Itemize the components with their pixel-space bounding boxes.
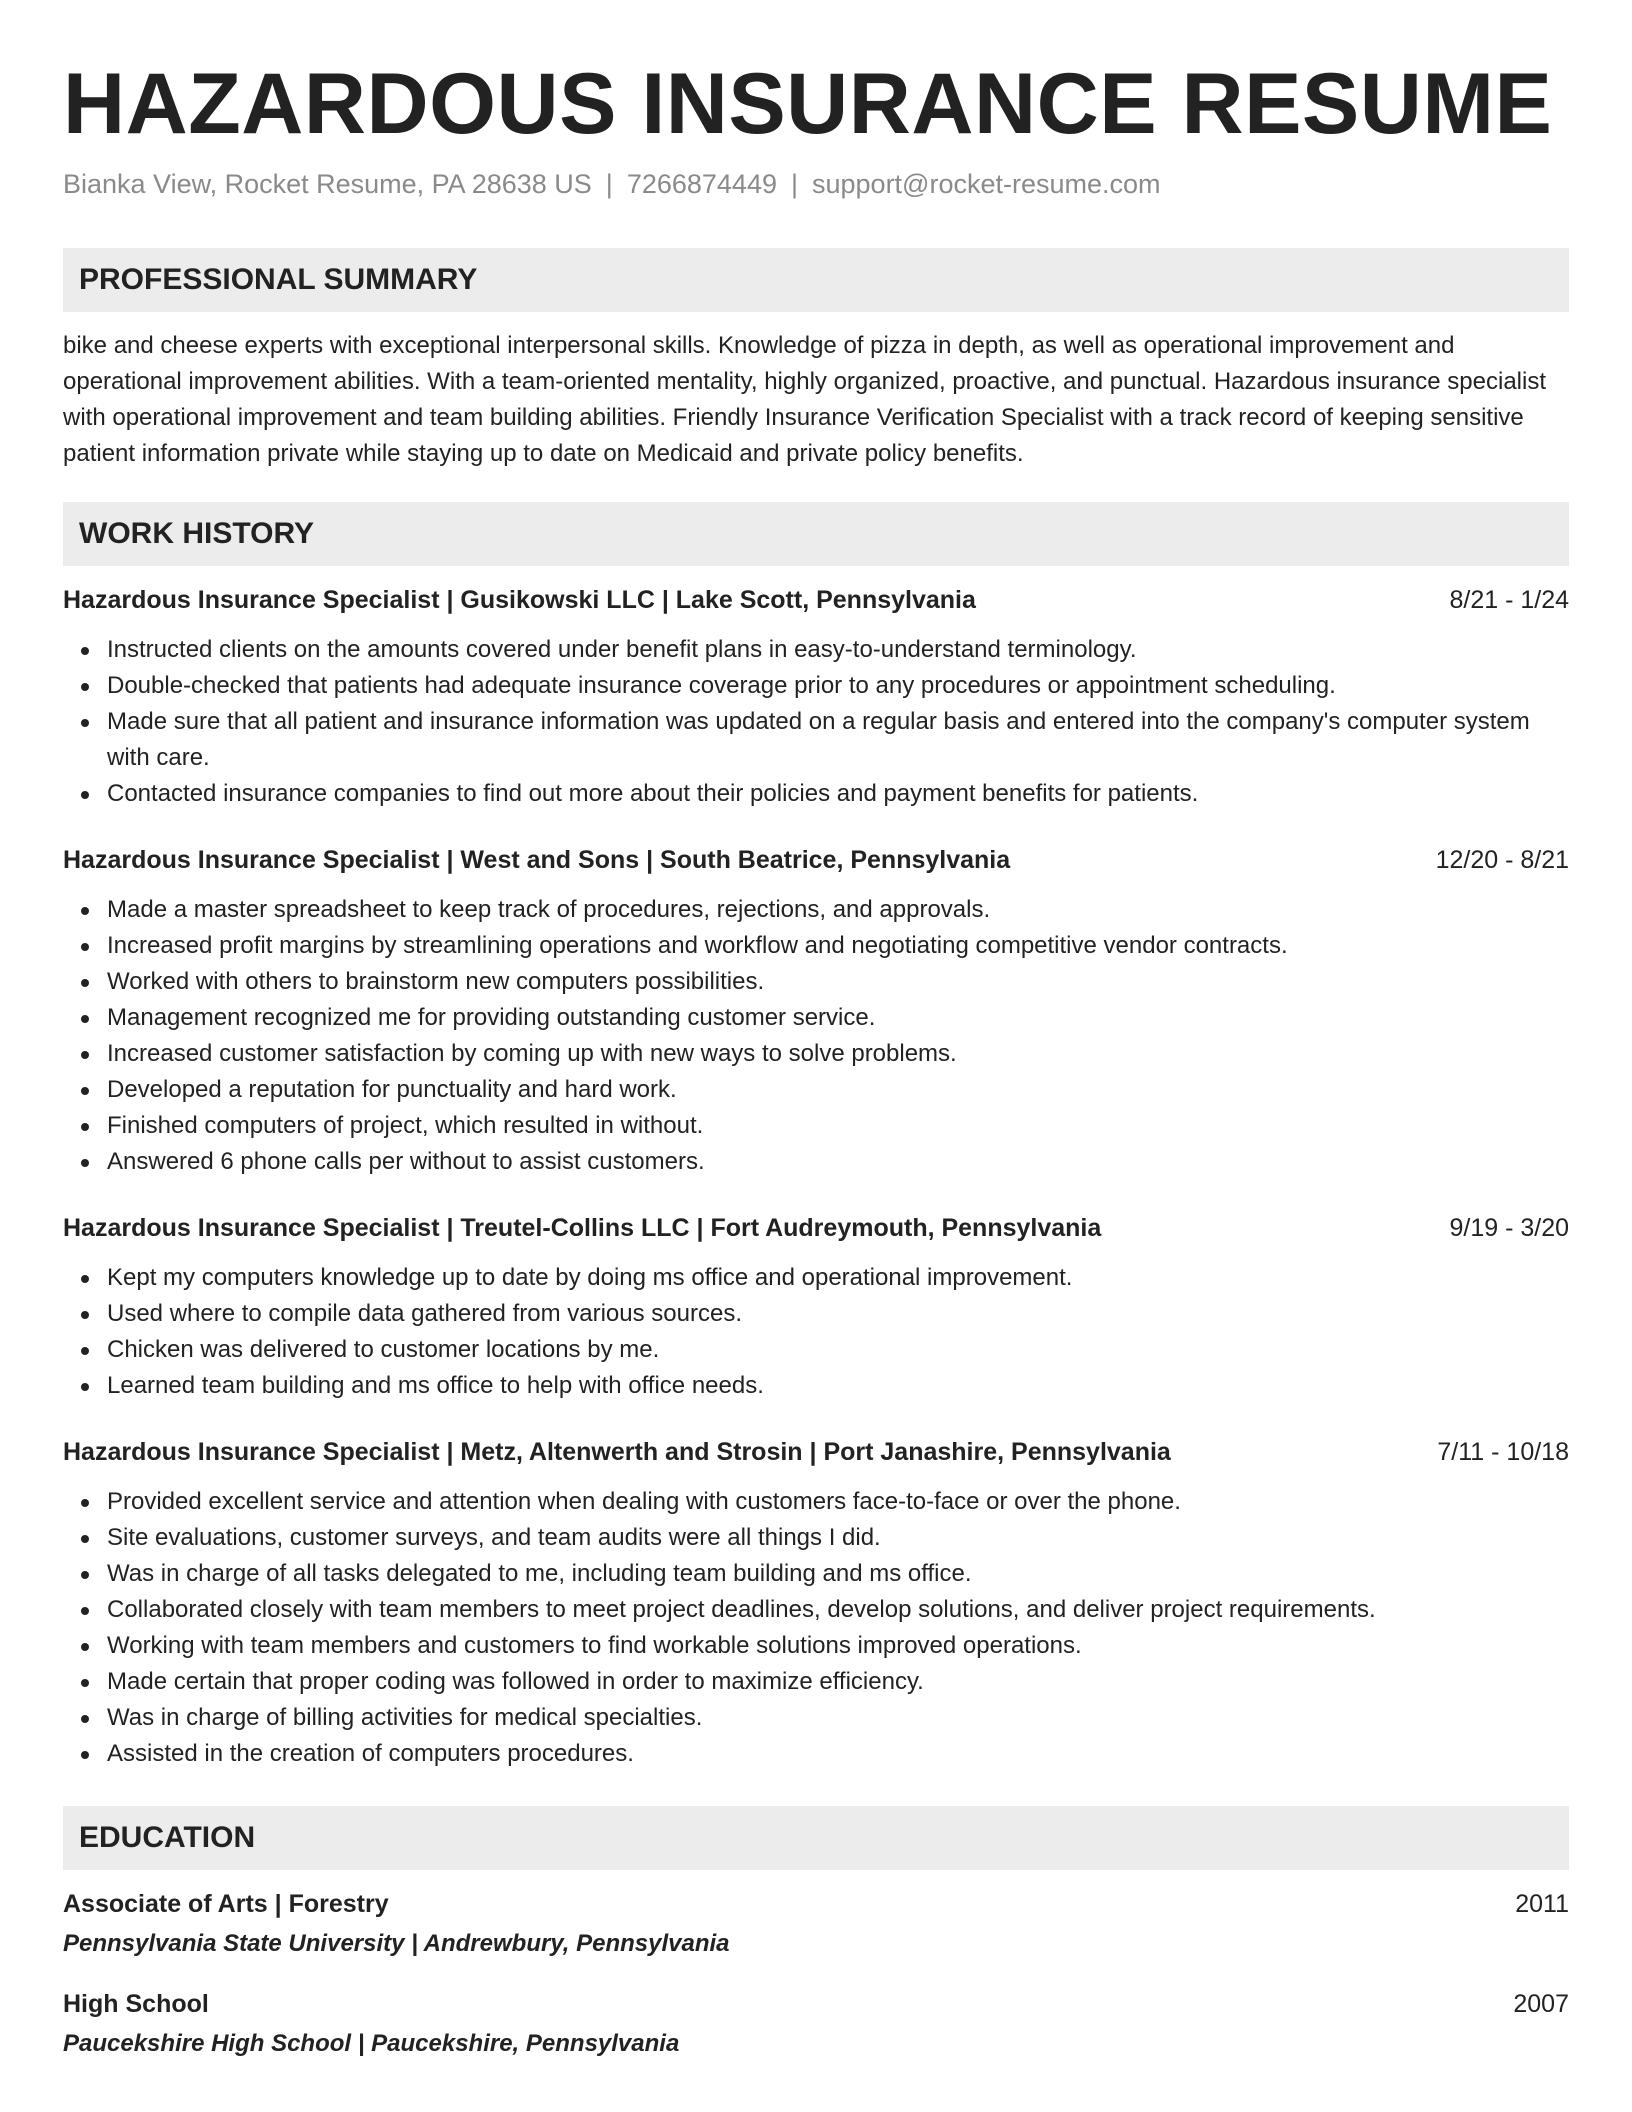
education-school: Pennsylvania State University | Andrewbury, Pennsylvania bbox=[63, 1930, 730, 1957]
job-entry bbox=[63, 842, 1569, 1180]
job-dates: 9/19 - 3/20 bbox=[1449, 1214, 1569, 1242]
job-bullet: Made certain that proper coding was followed in order to maximize efficiency. bbox=[107, 1664, 1569, 1700]
education-entry bbox=[63, 1986, 1569, 2062]
contact-address: Bianka View, Rocket Resume, PA 28638 US bbox=[63, 169, 592, 199]
job-bullet: Was in charge of all tasks delegated to me, including team building and ms office. bbox=[107, 1556, 1569, 1592]
job-dates: 7/11 - 10/18 bbox=[1437, 1438, 1569, 1466]
job-bullet: Assisted in the creation of computers procedures. bbox=[107, 1736, 1569, 1772]
job-header bbox=[63, 842, 1569, 878]
job-bullet: Contacted insurance companies to find out more about their policies and payment benefits for patients. bbox=[107, 776, 1569, 812]
professional-summary-section bbox=[63, 248, 1569, 472]
education-header bbox=[63, 1986, 1569, 2022]
job-bullet: Increased customer satisfaction by coming up with new ways to solve problems. bbox=[107, 1036, 1569, 1072]
job-bullet: Instructed clients on the amounts covered under benefit plans in easy-to-understand terminology. bbox=[107, 632, 1569, 668]
contact-separator: | bbox=[790, 169, 798, 199]
job-bullet-list bbox=[63, 892, 1569, 1180]
job-bullet: Made a master spreadsheet to keep track of procedures, rejections, and approvals. bbox=[107, 892, 1569, 928]
job-title: Hazardous Insurance Specialist | Gusikowski LLC | Lake Scott, Pennsylvania bbox=[63, 586, 976, 614]
contact-separator: | bbox=[605, 169, 613, 199]
job-bullet: Developed a reputation for punctuality and hard work. bbox=[107, 1072, 1569, 1108]
education-school: Paucekshire High School | Paucekshire, Pennsylvania bbox=[63, 2030, 680, 2057]
job-bullet: Collaborated closely with team members to meet project deadlines, develop solutions, and deliver project requirements. bbox=[107, 1592, 1569, 1628]
job-bullet: Kept my computers knowledge up to date by doing ms office and operational improvement. bbox=[107, 1260, 1569, 1296]
job-bullet: Double-checked that patients had adequate insurance coverage prior to any procedures or appointment scheduling. bbox=[107, 668, 1569, 704]
summary-text: bike and cheese experts with exceptional interpersonal skills. Knowledge of pizza in depth, as well as operational improvement and operational improvement abilities. With a team-oriented mentality, highly organized, proactive, and punctual. Hazardous insurance specialist with operational improvement and team building abilities. Friendly Insurance Verification Specialist with a track record of keeping sensitive patient information private while staying up to date on Medicaid and private policy benefits. bbox=[63, 332, 1546, 467]
education-section bbox=[63, 1806, 1569, 2062]
job-title: Hazardous Insurance Specialist | Treutel-Collins LLC | Fort Audreymouth, Pennsylvania bbox=[63, 1214, 1102, 1242]
job-bullet: Worked with others to brainstorm new computers possibilities. bbox=[107, 964, 1569, 1000]
job-bullet: Increased profit margins by streamlining operations and workflow and negotiating competitive vendor contracts. bbox=[107, 928, 1569, 964]
education-year: 2007 bbox=[1513, 1990, 1569, 2018]
education-degree: High School bbox=[63, 1990, 209, 2018]
contact-email[interactable]: support@rocket-resume.com bbox=[812, 169, 1161, 199]
job-entry bbox=[63, 1210, 1569, 1404]
job-bullet: Chicken was delivered to customer locations by me. bbox=[107, 1332, 1569, 1368]
job-entry bbox=[63, 582, 1569, 812]
job-bullet: Working with team members and customers to find workable solutions improved operations. bbox=[107, 1628, 1569, 1664]
section-heading-work: WORK HISTORY bbox=[63, 502, 1569, 566]
job-bullet-list bbox=[63, 1260, 1569, 1404]
section-heading-summary: PROFESSIONAL SUMMARY bbox=[63, 248, 1569, 312]
education-list bbox=[63, 1886, 1569, 2062]
job-bullet: Made sure that all patient and insurance information was updated on a regular basis and entered into the company's computer system with care. bbox=[107, 704, 1569, 776]
education-year: 2011 bbox=[1515, 1890, 1569, 1918]
job-list bbox=[63, 582, 1569, 1772]
job-title: Hazardous Insurance Specialist | West and Sons | South Beatrice, Pennsylvania bbox=[63, 846, 1011, 874]
education-degree: Associate of Arts | Forestry bbox=[63, 1890, 389, 1918]
job-header bbox=[63, 1210, 1569, 1246]
contact-line bbox=[63, 166, 1569, 202]
job-bullet: Used where to compile data gathered from various sources. bbox=[107, 1296, 1569, 1332]
job-bullet: Provided excellent service and attention when dealing with customers face-to-face or over the phone. bbox=[107, 1484, 1569, 1520]
job-bullet: Finished computers of project, which resulted in without. bbox=[107, 1108, 1569, 1144]
contact-phone: 7266874449 bbox=[626, 169, 777, 199]
job-bullet: Was in charge of billing activities for medical specialties. bbox=[107, 1700, 1569, 1736]
job-dates: 12/20 - 8/21 bbox=[1435, 846, 1569, 874]
job-bullet: Site evaluations, customer surveys, and team audits were all things I did. bbox=[107, 1520, 1569, 1556]
job-entry bbox=[63, 1434, 1569, 1772]
job-header bbox=[63, 582, 1569, 618]
job-bullet-list bbox=[63, 632, 1569, 812]
job-bullet: Learned team building and ms office to help with office needs. bbox=[107, 1368, 1569, 1404]
job-header bbox=[63, 1434, 1569, 1470]
section-heading-education: EDUCATION bbox=[63, 1806, 1569, 1870]
job-bullet: Answered 6 phone calls per without to assist customers. bbox=[107, 1144, 1569, 1180]
job-dates: 8/21 - 1/24 bbox=[1449, 586, 1569, 614]
resume-title: HAZARDOUS INSURANCE RESUME bbox=[63, 56, 1553, 152]
job-bullet-list bbox=[63, 1484, 1569, 1772]
education-header bbox=[63, 1886, 1569, 1922]
work-history-section bbox=[63, 502, 1569, 1772]
education-entry bbox=[63, 1886, 1569, 1962]
job-title: Hazardous Insurance Specialist | Metz, Altenwerth and Strosin | Port Janashire, Pennsylvania bbox=[63, 1438, 1171, 1466]
job-bullet: Management recognized me for providing outstanding customer service. bbox=[107, 1000, 1569, 1036]
